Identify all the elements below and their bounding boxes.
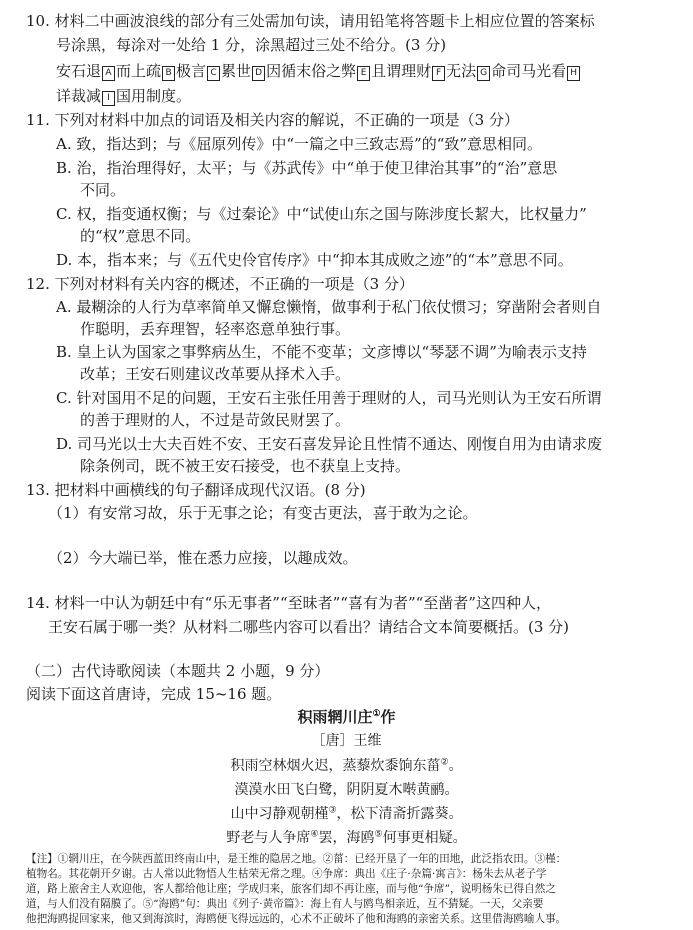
q13-sub-1: （1）有安常习故，乐于无事之论；有变古更法，喜于敢为之论。 [48,504,478,522]
q10-boxed-sentence: 安石退 A 而上疏 B 极言 C 累世 D 因循末俗之弊 E 且谓理财 F 无法 G 命司马光看 H [56,61,581,81]
q11-option-c: C. 权，指变通权衡；与《过秦论》中“试使山东之国与陈涉度长絜大，比权量力” [56,205,587,223]
note-line-2: 植物名。其花朝开夕谢。古人常以此物悟人生枯荣无常之理。④争席：典出《庄子·杂篇·寓言》：杨朱去从老子学 [26,868,547,880]
poem-title: 积雨辋川庄①作 [297,708,396,726]
q12-option-d-cont: 除条例司，既不被王安石接受，也不获皇上支持。 [80,457,411,475]
note-line-3: 道，路上旅舍主人欢迎他，客人都给他让座；学成归来，旅客们却不再让座，而与他“争席”，说明杨朱已得自然之 [26,883,556,895]
q10-boxed-sentence-cont: 详裁减 I 国用制度。 [56,87,192,105]
q11-option-d: D. 本，指本来；与《五代史伶官传序》中“抑本其成败之迹”的“本”意思不同。 [56,251,573,269]
q12-option-a-cont: 作聪明，丢弃理智，轻率恣意单独行事。 [80,320,351,338]
answer-box-g[interactable]: G [477,66,490,81]
q11-option-b: B. 治，指治理得好，太平；与《苏武传》中“单于使卫律治其事”的“治”意思 [56,159,558,177]
q12-option-a: A. 最糊涂的人行为草率简单又懈怠懒惰，做事利于私门依仗惯习；穿凿附会者则自 [56,298,602,316]
answer-box-d[interactable]: D [252,66,265,81]
section-instruction: 阅读下面这首唐诗，完成 15~16 题。 [26,685,282,703]
section-heading: （二）古代诗歌阅读（本题共 2 小题，9 分） [26,662,330,680]
answer-box-i[interactable]: I [102,91,115,106]
note-line-5: 他把海鸥捉回家来，他又到海滨时，海鸥便飞得远远的，心术不正破坏了他和海鸥的亲密关系。这里借海鸥喻人事。 [26,913,567,925]
q11-option-b-cont: 不同。 [80,181,126,199]
note-line-4: 道，与人们没有隔膜了。⑤“海鸥”句：典出《列子·黄帝篇》：海上有人与鸥鸟相亲近，互不猜疑。一天，父亲要 [26,898,544,910]
poem-line-3: 山中习静观朝槿③，松下清斋折露葵。 [230,805,463,822]
answer-box-f[interactable]: F [432,66,445,81]
q14-line-1: 14. 材料一中认为朝廷中有“乐无事者”“至昧者”“喜有为者”“至凿者”这四种人， [26,594,551,612]
q13-stem: 13. 把材料中画横线的句子翻译成现代汉语。(8 分) [26,481,366,499]
poem-line-2: 漠漠水田飞白鹭，阴阴夏木啭黄鹂。 [234,782,459,798]
q12-option-d: D. 司马光以士大夫百姓不安、王安石喜发异论且性情不通达、刚愎自用为由请求废 [56,435,603,453]
q12-option-c-cont: 的善于理财的人，不过是苛敛民财罢了。 [80,411,351,429]
answer-box-h[interactable]: H [567,66,580,81]
answer-box-c[interactable]: C [207,66,220,81]
q12-option-b: B. 皇上认为国家之事弊病丛生，不能不变革；文彦博以“琴瑟不调”为喻表示支持 [56,343,587,361]
q12-stem: 12. 下列对材料有关内容的概述，不正确的一项是（3 分） [26,275,414,293]
poem-line-4: 野老与人争席④罢，海鸥⑤何事更相疑。 [226,829,467,846]
q13-sub-2: （2）今大端已举，惟在悉力应接，以趣成效。 [48,549,358,567]
poem-author: ［唐］王维 [311,733,382,749]
answer-box-b[interactable]: B [162,66,175,81]
note-line-1: 【注】①辋川庄，在今陕西蓝田终南山中，是王维的隐居之地。②菑：已经开垦了一年的田地，此泛指农田。③槿： [26,853,567,865]
q11-option-c-cont: 的“权”意思不同。 [80,227,201,245]
answer-box-a[interactable]: A [102,66,115,81]
q12-option-c: C. 针对国用不足的问题，王安石主张任用善于理财的人，司马光则认为王安石所谓 [56,389,602,407]
answer-box-e[interactable]: E [357,66,370,81]
q12-option-b-cont: 改革；王安石则建议改革要从择术入手。 [80,365,351,383]
q10-line-1: 10. 材料二中画波浪线的部分有三处需加句读，请用铅笔将答题卡上相应位置的答案标 [26,12,595,30]
poem-line-1: 积雨空林烟火迟，蒸藜炊黍饷东菑②。 [230,757,463,774]
q10-line-2: 号涂黑，每涂对一处给 1 分，涂黑超过三处不给分。(3 分) [56,36,447,54]
q11-option-a: A. 致，指达到；与《屈原列传》中“一篇之中三致志焉”的“致”意思相同。 [56,135,543,153]
q14-line-2: 王安石属于哪一类？从材料二哪些内容可以看出？请结合文本简要概括。(3 分) [48,618,570,636]
q11-stem: 11. 下列对材料中加点的词语及相关内容的解说，不正确的一项是（3 分） [26,111,519,129]
